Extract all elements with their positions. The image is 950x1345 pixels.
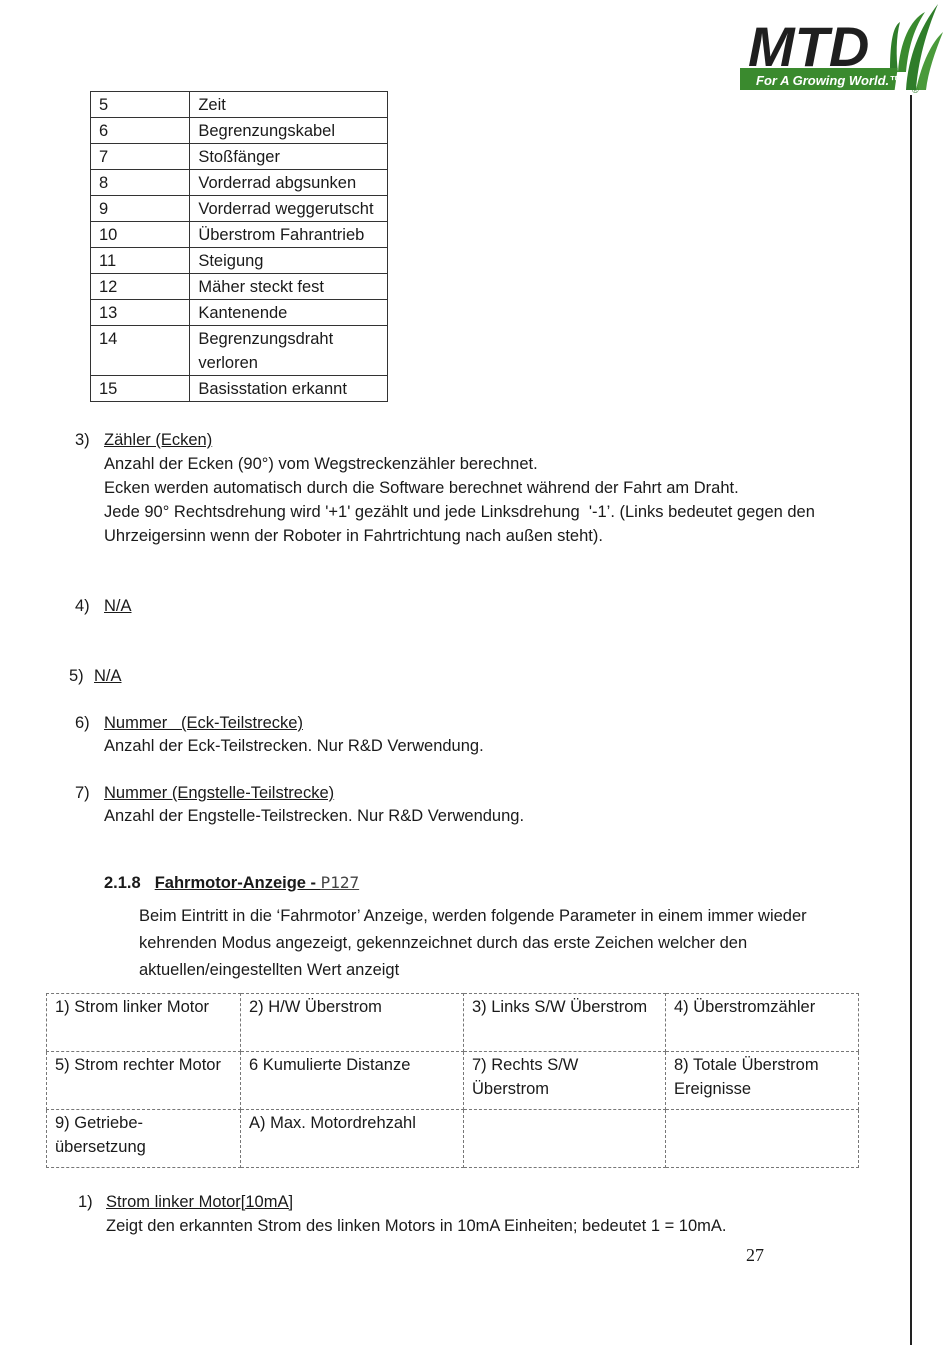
intro-line-1: Beim Eintritt in die ‘Fahrmotor’ Anzeige, werden folgende Parameter in einem immer wieder xyxy=(139,907,807,925)
item-5-marker: 5) xyxy=(69,667,84,685)
table-row: 12 Mäher steckt fest xyxy=(91,274,388,300)
intro-line-3: aktuellen/eingestellten Wert anzeigt xyxy=(139,961,400,979)
table-row: 9) Getriebe-übersetzung A) Max. Motordrehzahl xyxy=(47,1110,859,1168)
item-6-line: Anzahl der Eck-Teilstrecken. Nur R&D Verwendung. xyxy=(104,737,484,755)
table-row: 13 Kantenende xyxy=(91,300,388,326)
table-row: 6 Begrenzungskabel xyxy=(91,118,388,144)
item-3-line-4: Uhrzeigersinn wenn der Roboter in Fahrtrichtung nach außen steht). xyxy=(104,527,603,545)
item-3-marker: 3) xyxy=(75,431,90,449)
logo-brand-text: MTD xyxy=(748,15,870,78)
table-row: 9 Vorderrad weggerutscht xyxy=(91,196,388,222)
item-7-marker: 7) xyxy=(75,784,90,802)
section-code: P127 xyxy=(320,873,360,892)
table-row: 1) Strom linker Motor 2) H/W Überstrom 3) Links S/W Überstrom 4) Überstromzähler xyxy=(47,994,859,1052)
intro-line-2: kehrenden Modus angezeigt, gekennzeichnet durch das erste Zeichen welcher den xyxy=(139,934,748,952)
table-row: 11 Steigung xyxy=(91,248,388,274)
table-row: 8 Vorderrad abgsunken xyxy=(91,170,388,196)
section-heading xyxy=(104,871,359,895)
last-item-title: Strom linker Motor[10mA] xyxy=(106,1193,294,1211)
item-4-title: N/A xyxy=(104,597,132,615)
table-row: 10 Überstrom Fahrantrieb xyxy=(91,222,388,248)
error-code-table xyxy=(90,91,388,402)
table-row: 5) Strom rechter Motor 6 Kumulierte Distanze 7) Rechts S/W Überstrom 8) Totale Überstrom Ereignisse xyxy=(47,1052,859,1110)
last-item-line: Zeigt den erkannten Strom des linken Motors in 10mA Einheiten; bedeutet 1 = 10mA. xyxy=(106,1217,727,1235)
svg-text:®: ® xyxy=(912,85,919,95)
item-4-marker: 4) xyxy=(75,597,90,615)
item-7-title: Nummer (Engstelle-Teilstrecke) xyxy=(104,784,335,802)
section-number: 2.1.8 xyxy=(104,874,141,892)
table-row: 7 Stoßfänger xyxy=(91,144,388,170)
right-margin-rule xyxy=(910,95,912,1345)
item-7-line: Anzahl der Engstelle-Teilstrecken. Nur R&D Verwendung. xyxy=(104,807,525,825)
table-row: 14 Begrenzungsdraht verloren xyxy=(91,326,388,376)
section-title: Fahrmotor-Anzeige - xyxy=(154,874,321,892)
item-3-title: Zähler (Ecken) xyxy=(104,431,213,449)
item-3-line-1: Anzahl der Ecken (90°) vom Wegstreckenzähler berechnet. xyxy=(104,455,538,473)
item-5-title: N/A xyxy=(94,667,122,685)
item-3-line-2: Ecken werden automatisch durch die Software berechnet während der Fahrt am Draht. xyxy=(104,479,739,497)
page-number: 27 xyxy=(746,1245,764,1265)
mtd-logo xyxy=(740,2,945,97)
parameter-table xyxy=(46,993,859,1168)
item-3-line-3: Jede 90° Rechtsdrehung wird '+1' gezählt und jede Linksdrehung '-1’. (Links bedeutet gegen den xyxy=(104,503,815,521)
item-6-title: Nummer (Eck-Teilstrecke) xyxy=(104,714,303,732)
table-row: 5 Zeit xyxy=(91,92,388,118)
last-item-marker: 1) xyxy=(78,1193,93,1211)
table-row: 15 Basisstation erkannt xyxy=(91,376,388,402)
logo-tagline-text: For A Growing World.™ xyxy=(756,73,903,88)
item-6-marker: 6) xyxy=(75,714,90,732)
section-intro xyxy=(139,903,874,984)
